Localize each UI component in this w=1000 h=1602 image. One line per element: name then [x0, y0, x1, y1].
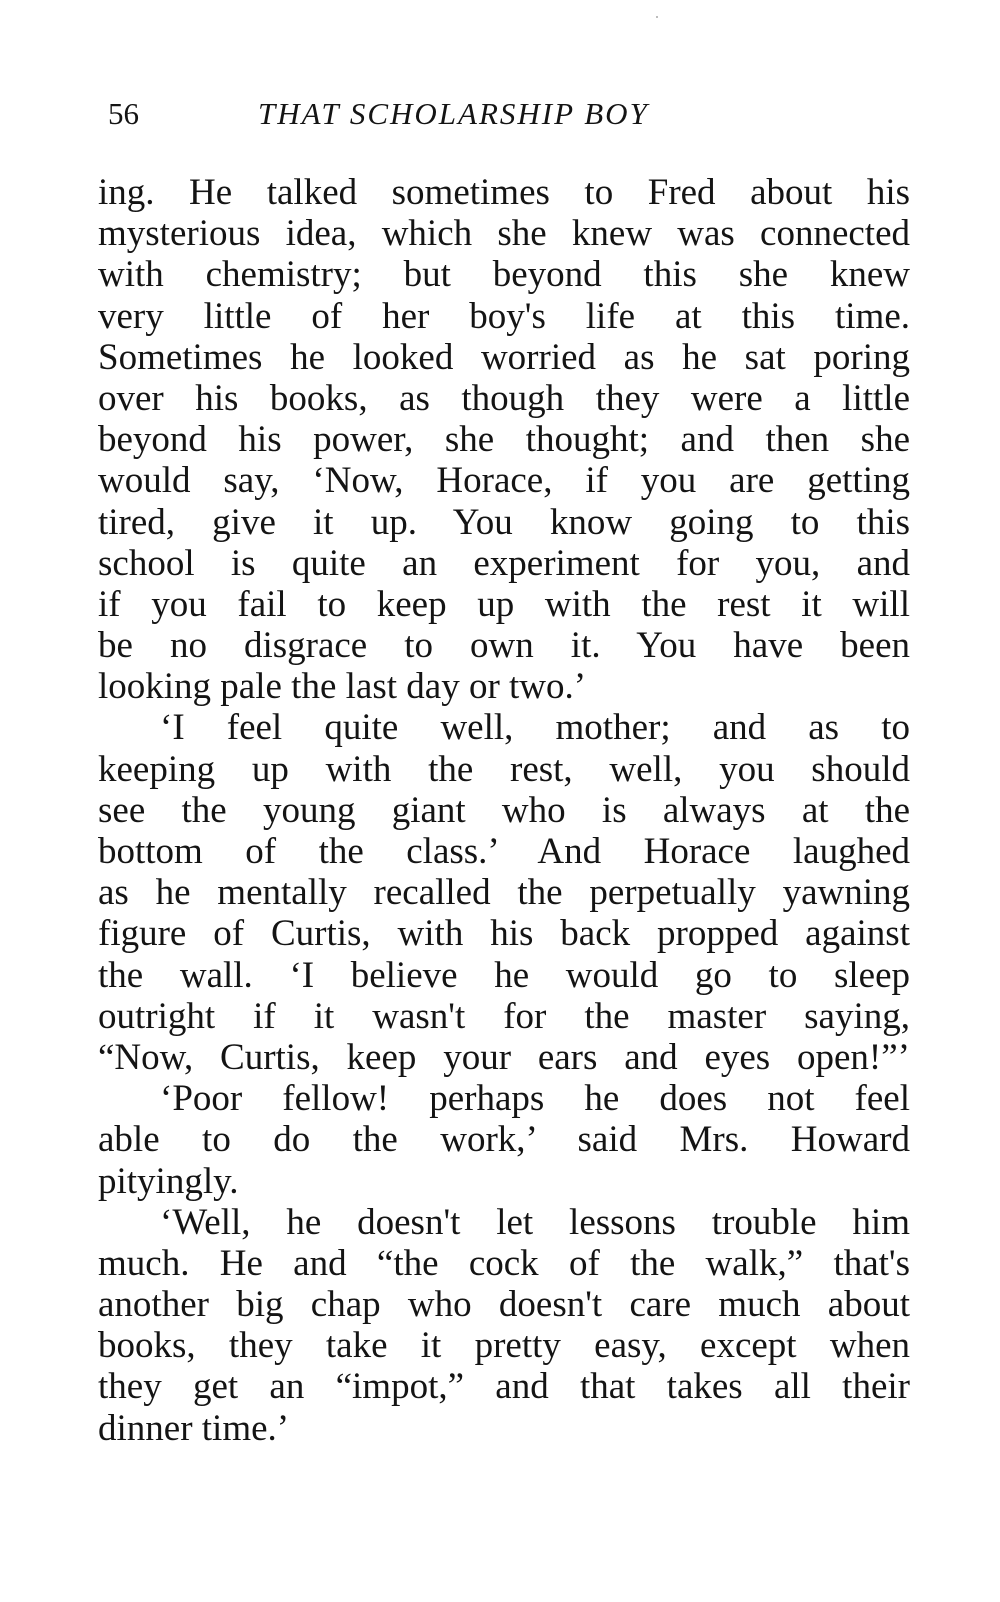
text-line: ‘Poor fellow! perhaps he does not feel: [160, 1078, 910, 1120]
text-line: looking pale the last day or two.’: [98, 666, 587, 708]
text-line: ing. He talked sometimes to Fred about his: [98, 172, 910, 213]
text-line: keeping up with the rest, well, you should: [98, 748, 910, 790]
text-line: mysterious idea, which she knew was connected: [98, 213, 910, 255]
text-line: very little of her boy's life at this time.: [98, 295, 910, 337]
text-line: be no disgrace to own it. You have been: [98, 625, 910, 667]
text-line: tired, give it up. You know going to this: [98, 501, 910, 543]
text-line: books, they take it pretty easy, except when: [98, 1325, 910, 1367]
text-line: school is quite an experiment for you, and: [98, 542, 910, 584]
running-head: THAT SCHOLARSHIP BOY: [258, 96, 649, 131]
paper-speck: [656, 16, 658, 18]
text-line: figure of Curtis, with his back propped against: [98, 913, 910, 955]
text-line: they get an “impot,” and that takes all their: [98, 1366, 910, 1408]
text-line: the wall. ‘I believe he would go to sleep: [98, 954, 910, 996]
text-line: see the young giant who is always at the: [98, 789, 910, 831]
text-line: if you fail to keep up with the rest it will: [98, 583, 910, 625]
text-line: would say, ‘Now, Horace, if you are getting: [98, 460, 910, 502]
text-line: bottom of the class.’ And Horace laughed: [98, 831, 910, 872]
text-line: ‘I feel quite well, mother; and as to: [160, 707, 910, 749]
text-line: as he mentally recalled the perpetually yawning: [98, 872, 910, 914]
text-line: beyond his power, she thought; and then she: [98, 419, 910, 461]
text-line: over his books, as though they were a little: [98, 377, 910, 419]
body-text: [98, 172, 910, 1449]
text-line: outright if it wasn't for the master saying,: [98, 995, 910, 1037]
page-number: 56: [108, 96, 139, 131]
text-line: ‘Well, he doesn't let lessons trouble him: [160, 1201, 910, 1243]
page-header: [108, 92, 908, 140]
text-line: much. He and “the cock of the walk,” that's: [98, 1242, 910, 1284]
text-line: dinner time.’: [98, 1407, 290, 1449]
text-line: another big chap who doesn't care much about: [98, 1284, 910, 1326]
text-line: “Now, Curtis, keep your ears and eyes open!”’: [98, 1036, 910, 1078]
text-line: with chemistry; but beyond this she knew: [98, 254, 910, 296]
text-line: pityingly.: [98, 1160, 239, 1202]
text-line: Sometimes he looked worried as he sat poring: [98, 336, 910, 378]
text-line: able to do the work,’ said Mrs. Howard: [98, 1119, 910, 1161]
